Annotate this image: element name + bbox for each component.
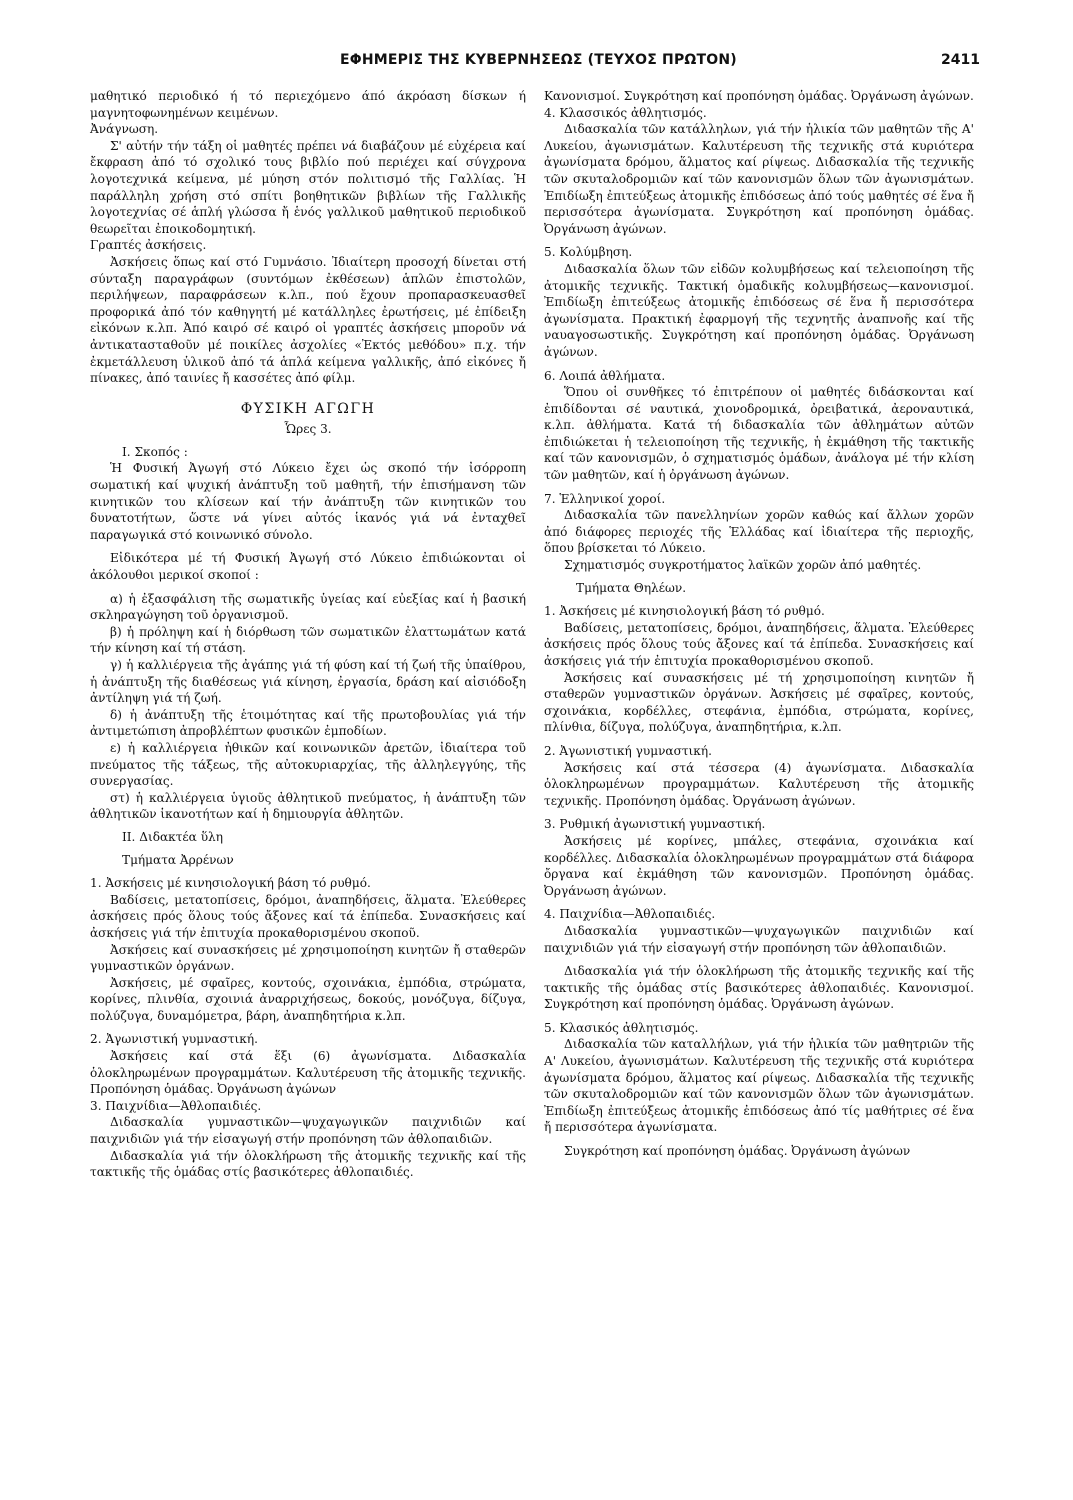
left-column [90, 88, 526, 1181]
left-paragraph: στ) ἡ καλλιέργεια ὑγιοῦς ἀθλητικοῦ πνεύματος, ἡ ἀνάπτυξη τῶν ἀθλητικῶν ἱκανοτήτων καί ἡ δημιουργία ἀθλητῶν. [90, 790, 526, 822]
gazette-title: ΕΦΗΜΕΡΙΣ ΤΗΣ ΚΥΒΕΡΝΗΣΕΩΣ (ΤΕΥΧΟΣ ΠΡΩΤΟΝ) [340, 52, 737, 68]
page-header [90, 48, 980, 78]
left-paragraph: Σ' αὐτήν τήν τάξη οἱ μαθητές πρέπει νά διαβάζουν μέ εὐχέρεια καί ἔκφραση ἀπό τό σχολικό τους βιβλίο πού περιέχει καί σύγχρονα λογοτεχνικά κείμενα, μέ μύηση στόν πολιτισμό τῆς Γαλλίας. Ἡ παράλληλη χρήση στό σπίτι βοηθητικῶν βιβλίων τῆς Γαλλικῆς λογοτεχνίας σέ ἁπλή γλώσσα ἤ ἑνός γαλλικοῦ μαθητικοῦ περιοδικοῦ θεωρεῖται ἐποικοδομητική. [90, 138, 526, 236]
right-paragraph: 6. Λοιπά ἀθλήματα. [544, 368, 666, 383]
left-paragraph: Ἡ Φυσική Ἀγωγή στό Λύκειο ἔχει ὡς σκοπό τήν ἰσόρροπη σωματική καί ψυχική ἀνάπτυξη τοῦ μαθητῆ, τήν ἐπισήμανση τῶν κινητικῶν του κλίσεων καί τήν ἀνάπτυξη τῶν κινητικῶν του δυνατοτήτων, ὥστε νά γίνει αὐτός ἱκανός γιά νά ἐνταχθεῖ παραγωγικά στό κοινωνικό σύνολο. [90, 461, 526, 542]
right-paragraph: Διδασκαλία τῶν καταλλήλων, γιά τήν ἡλικία τῶν μαθητριῶν τῆς Α' Λυκείου, ἀγωνισμάτων. Καλυτέρευση τῆς τεχνικῆς στά κυριότερα ἀγωνίσματα δρόμου, ἅλματος καί ρίψεως. Διδασκαλία τῆς τεχνικῆς τῶν σκυταλοδρομιῶν καί τῶν κανονισμῶν ὅλων τῶν ἀγωνισμάτων. Ἐπιδίωξη ἐπιτεύξεως ἀτομικῆς ἐπιδόσεως ἀπό τίς μαθήτριες σέ ἕνα ἤ περισσότερα ἀγωνίσματα. [544, 1037, 974, 1135]
right-paragraph: Διδασκαλία τῶν πανελληνίων χορῶν καθώς καί ἄλλων χορῶν ἀπό διάφορες περιοχές τῆς Ἑλλάδας καί ἰδιαίτερα τῆς περιοχῆς, ὅπου βρίσκεται τό Λύκειο. [544, 508, 974, 556]
page-number: 2411 [941, 52, 980, 68]
left-paragraph: Ι. Σκοπός : [122, 444, 188, 459]
right-paragraph: Ἀσκήσεις καί στά τέσσερα (4) ἀγωνίσματα. Διδασκαλία ὁλοκληρωμένων προγραμμάτων. Καλυτέρευση τῆς ἀτομικῆς τεχνικῆς. Προπόνηση ὁμάδας. Ὀργάνωση ἀγώνων. [544, 760, 974, 808]
left-paragraph: 3. Παιχνίδια—Ἀθλοπαιδιές. [90, 1098, 262, 1113]
left-paragraph: ΦΥΣΙΚΗ ΑΓΩΓΗ [240, 400, 376, 417]
right-paragraph: 5. Κολύμβηση. [544, 245, 633, 260]
right-paragraph: 3. Ρυθμική ἀγωνιστική γυμναστική. [544, 817, 766, 832]
right-paragraph: 5. Κλασικός ἀθλητισμός. [544, 1020, 699, 1035]
left-paragraph: Βαδίσεις, μετατοπίσεις, δρόμοι, ἀναπηδήσεις, ἅλματα. Ἐλεύθερες ἀσκήσεις πρός ὅλους τούς ἄξονες καί τά ἐπίπεδα. Συνασκήσεις καί ἀσκήσεις γιά τήν ἐπιτυχία προκαθορισμένου σκοποῦ. [90, 892, 526, 940]
left-paragraph: 1. Ἀσκήσεις μέ κινησιολογική βάση τό ρυθμό. [90, 876, 371, 891]
left-paragraph: Ὧρες 3. [284, 422, 332, 437]
right-paragraph: Ἀσκήσεις καί συνασκήσεις μέ τή χρησιμοποίηση κινητῶν ἤ σταθερῶν γυμναστικῶν ὀργάνων. Ἀσκήσεις μέ σφαῖρες, κοντούς, σχοινάκια, κορδέλλες, στεφάνια, ἐμπόδια, στρώματα, κορίνες, πλίνθια, δίζυγα, πολύζυγα, ἀναπηδητήρια, κ.λπ. [544, 670, 974, 735]
left-paragraph: Γραπτές ἀσκήσεις. [90, 238, 207, 253]
left-paragraph: α) ἡ ἐξασφάλιση τῆς σωματικῆς ὑγείας καί εὐεξίας καί ἡ βασική σκληραγώγηση τοῦ ὀργανισμοῦ. [90, 591, 526, 623]
right-paragraph: Διδασκαλία γυμναστικῶν—ψυχαγωγικῶν παιχνιδιῶν καί παιχνιδιῶν γιά τήν εἰσαγωγή στήν προπόνηση τῶν ἀθλοπαιδιῶν. [544, 923, 974, 955]
right-column [544, 88, 974, 1160]
right-paragraph: Βαδίσεις, μετατοπίσεις, δρόμοι, ἀναπηδήσεις, ἅλματα. Ἐλεύθερες ἀσκήσεις πρός ὅλους τούς ἄξονες καί τά ἐπίπεδα. Συνασκήσεις καί ἀσκήσεις γιά τήν ἐπιτυχία προκαθορισμένου σκοποῦ. [544, 620, 974, 668]
right-paragraph: Ἀσκήσεις μέ κορίνες, μπάλες, στεφάνια, σχοινάκια καί κορδέλλες. Διδασκαλία ὁλοκληρωμένων προγραμμάτων στά διάφορα ὄργανα καί ἐκμάθηση τῶν κανονισμῶν. Προπόνηση ὁμάδας. Ὀργάνωση ἀγώνων. [544, 833, 974, 898]
left-paragraph: ΙΙ. Διδακτέα ὕλη [122, 829, 223, 844]
right-paragraph: Διδασκαλία ὅλων τῶν εἰδῶν κολυμβήσεως καί τελειοποίηση τῆς ἀτομικῆς τεχνικῆς. Τακτική ὁμαδικῆς κολυμβήσεως—κανονισμοί. Ἐπιδίωξη ἐπιτεύξεως ἀτομικῆς ἐπιδόσεως σέ ἕνα ἤ περισσότερα ἀγωνίσματα. Πρακτική ἐφαρμογή τῆς τεχνητῆς ἀναπνοῆς καί τῆς ναυαγοσωστικῆς. Συγκρότηση καί προπόνηση ὁμάδας. Ὀργάνωση ἀγώνων. [544, 261, 974, 359]
left-paragraph: Τμήματα Ἀρρένων [122, 852, 234, 867]
right-paragraph: Συγκρότηση καί προπόνηση ὁμάδας. Ὀργάνωση ἀγώνων [564, 1144, 911, 1159]
left-paragraph: Ἀσκήσεις καί στά ἕξι (6) ἀγωνίσματα. Διδασκαλία ὁλοκληρωμένων προγραμμάτων. Καλυτέρευση τῆς ἀτομικῆς τεχνικῆς. Προπόνηση ὁμάδας. Ὀργάνωση ἀγώνων [90, 1049, 526, 1097]
left-paragraph: γ) ἡ καλλιέργεια τῆς ἀγάπης γιά τή φύση καί τή ζωή τῆς ὑπαίθρου, ἡ ἀνάπτυξη τῆς διαθέσεως γιά κίνηση, ἐργασία, δράση καί αἰσιόδοξη ἀντίληψη γιά τή ζωή. [90, 658, 526, 706]
left-paragraph: 2. Ἀγωνιστική γυμναστική. [90, 1032, 258, 1047]
left-paragraph: δ) ἡ ἀνάπτυξη τῆς ἑτοιμότητας καί τῆς πρωτοβουλίας γιά τήν ἀντιμετώπιση ἀπροβλέπτων φυσικῶν ἐμποδίων. [90, 707, 526, 739]
left-paragraph: Ἀσκήσεις καί συνασκήσεις μέ χρησιμοποίηση κινητῶν ἤ σταθερῶν γυμναστικῶν ὀργάνων. [90, 942, 526, 974]
left-paragraph: Διδασκαλία γυμναστικῶν—ψυχαγωγικῶν παιχνιδιῶν καί παιχνιδιῶν γιά τήν εἰσαγωγή στήν προπόνηση τῶν ἀθλοπαιδιῶν. [90, 1115, 526, 1147]
right-paragraph: Διδασκαλία γιά τήν ὁλοκλήρωση τῆς ἀτομικῆς τεχνικῆς καί τῆς τακτικῆς τῆς ὁμάδας στίς βασικότερες ἀθλοπαιδιές. Κανονισμοί. Συγκρότηση καί προπόνηση ὁμάδας. Ὀργάνωση ἀγώνων. [544, 964, 974, 1012]
left-paragraph: Ἀσκήσεις, μέ σφαῖρες, κοντούς, σχοινάκια, ἐμπόδια, στρώματα, κορίνες, πλινθία, σχοινιά ἀναρριχήσεως, δοκούς, μονόζυγα, δίζυγα, πολύζυγα, δυναμόμετρα, βάρη, ἀναπηδητήρια κ.λπ. [90, 975, 526, 1023]
left-paragraph: Διδασκαλία γιά τήν ὁλοκλήρωση τῆς ἀτομικῆς τεχνικῆς καί τῆς τακτικῆς τῆς ὁμάδας στίς βασικότερες ἀθλοπαιδιές. [90, 1148, 526, 1180]
right-paragraph: 4. Παιχνίδια—Ἀθλοπαιδιές. [544, 907, 716, 922]
right-paragraph: Ὅπου οἱ συνθῆκες τό ἐπιτρέπουν οἱ μαθητές διδάσκονται καί ἐπιδίδονται σέ ναυτικά, χιονοδρομικά, ὀρειβατικά, ἀεροναυτικά, κ.λπ. ἀθλήματα. Κατά τή διδασκαλία τῶν ἀθλημάτων αὐτῶν ἐπιδιώκεται ἡ τελειοποίηση τῆς τεχνικῆς, ἡ ἐκμάθηση τῆς τακτικῆς καί τῶν κανονισμῶν, ὁ σχηματισμός ὁμάδων, ἀνάλογα μέ τήν κλίση τῶν μαθητῶν, καί ἡ ὀργάνωση ἀγώνων. [544, 385, 974, 483]
right-paragraph: Τμήματα Θηλέων. [576, 580, 687, 595]
right-paragraph: Διδασκαλία τῶν κατάλληλων, γιά τήν ἡλικία τῶν μαθητῶν τῆς Α' Λυκείου, ἀγωνισμάτων. Καλυτέρευση τῆς τεχνικῆς στά κυριότερα ἀγωνίσματα δρόμου, ἅλματος καί ρίψεως. Διδασκαλία τῆς τεχνικῆς τῶν σκυταλοδρομιῶν καί τῶν κανονισμῶν ὅλων τῶν ἀγωνισμάτων. Ἐπιδίωξη ἐπιτεύξεως ἀτομικῆς ἐπιδόσεως ἀπό τούς μαθητές σέ ἕνα ἤ περισσότερα ἀγωνίσματα. Συγκρότηση καί προπόνηση ὁμάδας. Ὀργάνωση ἀγώνων. [544, 122, 974, 236]
right-paragraph: 4. Κλασσικός ἀθλητισμός. [544, 105, 707, 120]
left-paragraph: β) ἡ πρόληψη καί ἡ διόρθωση τῶν σωματικῶν ἐλαττωμάτων κατά τήν κίνηση καί τή στάση. [90, 624, 526, 656]
left-paragraph: Εἰδικότερα μέ τή Φυσική Ἀγωγή στό Λύκειο ἐπιδιώκονται οἱ ἀκόλουθοι μερικοί σκοποί : [90, 551, 526, 583]
left-paragraph: ε) ἡ καλλιέργεια ἠθικῶν καί κοινωνικῶν ἀρετῶν, ἰδιαίτερα τοῦ πνεύματος τῆς τάξεως, τῆς αὐτοκυριαρχίας, τῆς ἀλληλεγγύης, τῆς συνεργασίας. [90, 740, 526, 789]
right-paragraph: Κανονισμοί. Συγκρότηση καί προπόνηση ὁμάδας. Ὀργάνωση ἀγώνων. [544, 89, 974, 103]
right-paragraph: 7. Ἑλληνικοί χοροί. [544, 491, 666, 506]
right-paragraph: Σχηματισμός συγκροτήματος λαϊκῶν χορῶν ἀπό μαθητές. [564, 558, 922, 573]
left-paragraph: μαθητικό περιοδικό ή τό περιεχόμενο άπό άκρόαση δίσκων ή μαγνητοφωνημένων κειμένων. [90, 89, 526, 120]
right-paragraph: 2. Ἀγωνιστική γυμναστική. [544, 743, 712, 758]
right-paragraph: 1. Ἀσκήσεις μέ κινησιολογική βάση τό ρυθμό. [544, 604, 825, 619]
left-paragraph: Ἀνάγνωση. [90, 122, 159, 137]
left-paragraph: Ἀσκήσεις ὅπως καί στό Γυμνάσιο. Ἰδιαίτερη προσοχή δίνεται στή σύνταξη παραγράφων (συντόμων ἐκθέσεων) ἁπλῶν ἐπιστολῶν, περιλήψεων, παραφράσεων κ.λπ., πού ἔχουν προπαρασκευασθεῖ προφορικά ἀπό τόν καθηγητή μέ κατάλληλες ἐρωτήσεις, μέ ἐπίδειξη εἰκόνων κ.λπ. Ἀπό καιρό σέ καιρό οἱ γραπτές ἀσκήσεις μποροῦν νά ἀντικατασταθοῦν μέ ποικίλες ἀσχολίες «Ἐκτός μεθόδου» π.χ. τήν ἐκμετάλλευση ὑλικοῦ ἀπό τά ἁπλά κείμενα γαλλικῆς, ἀπό εἰκόνες ἤ πίνακες, ἀπό ταινίες ἤ κασσέτες ἀπό φίλμ. [90, 254, 526, 386]
